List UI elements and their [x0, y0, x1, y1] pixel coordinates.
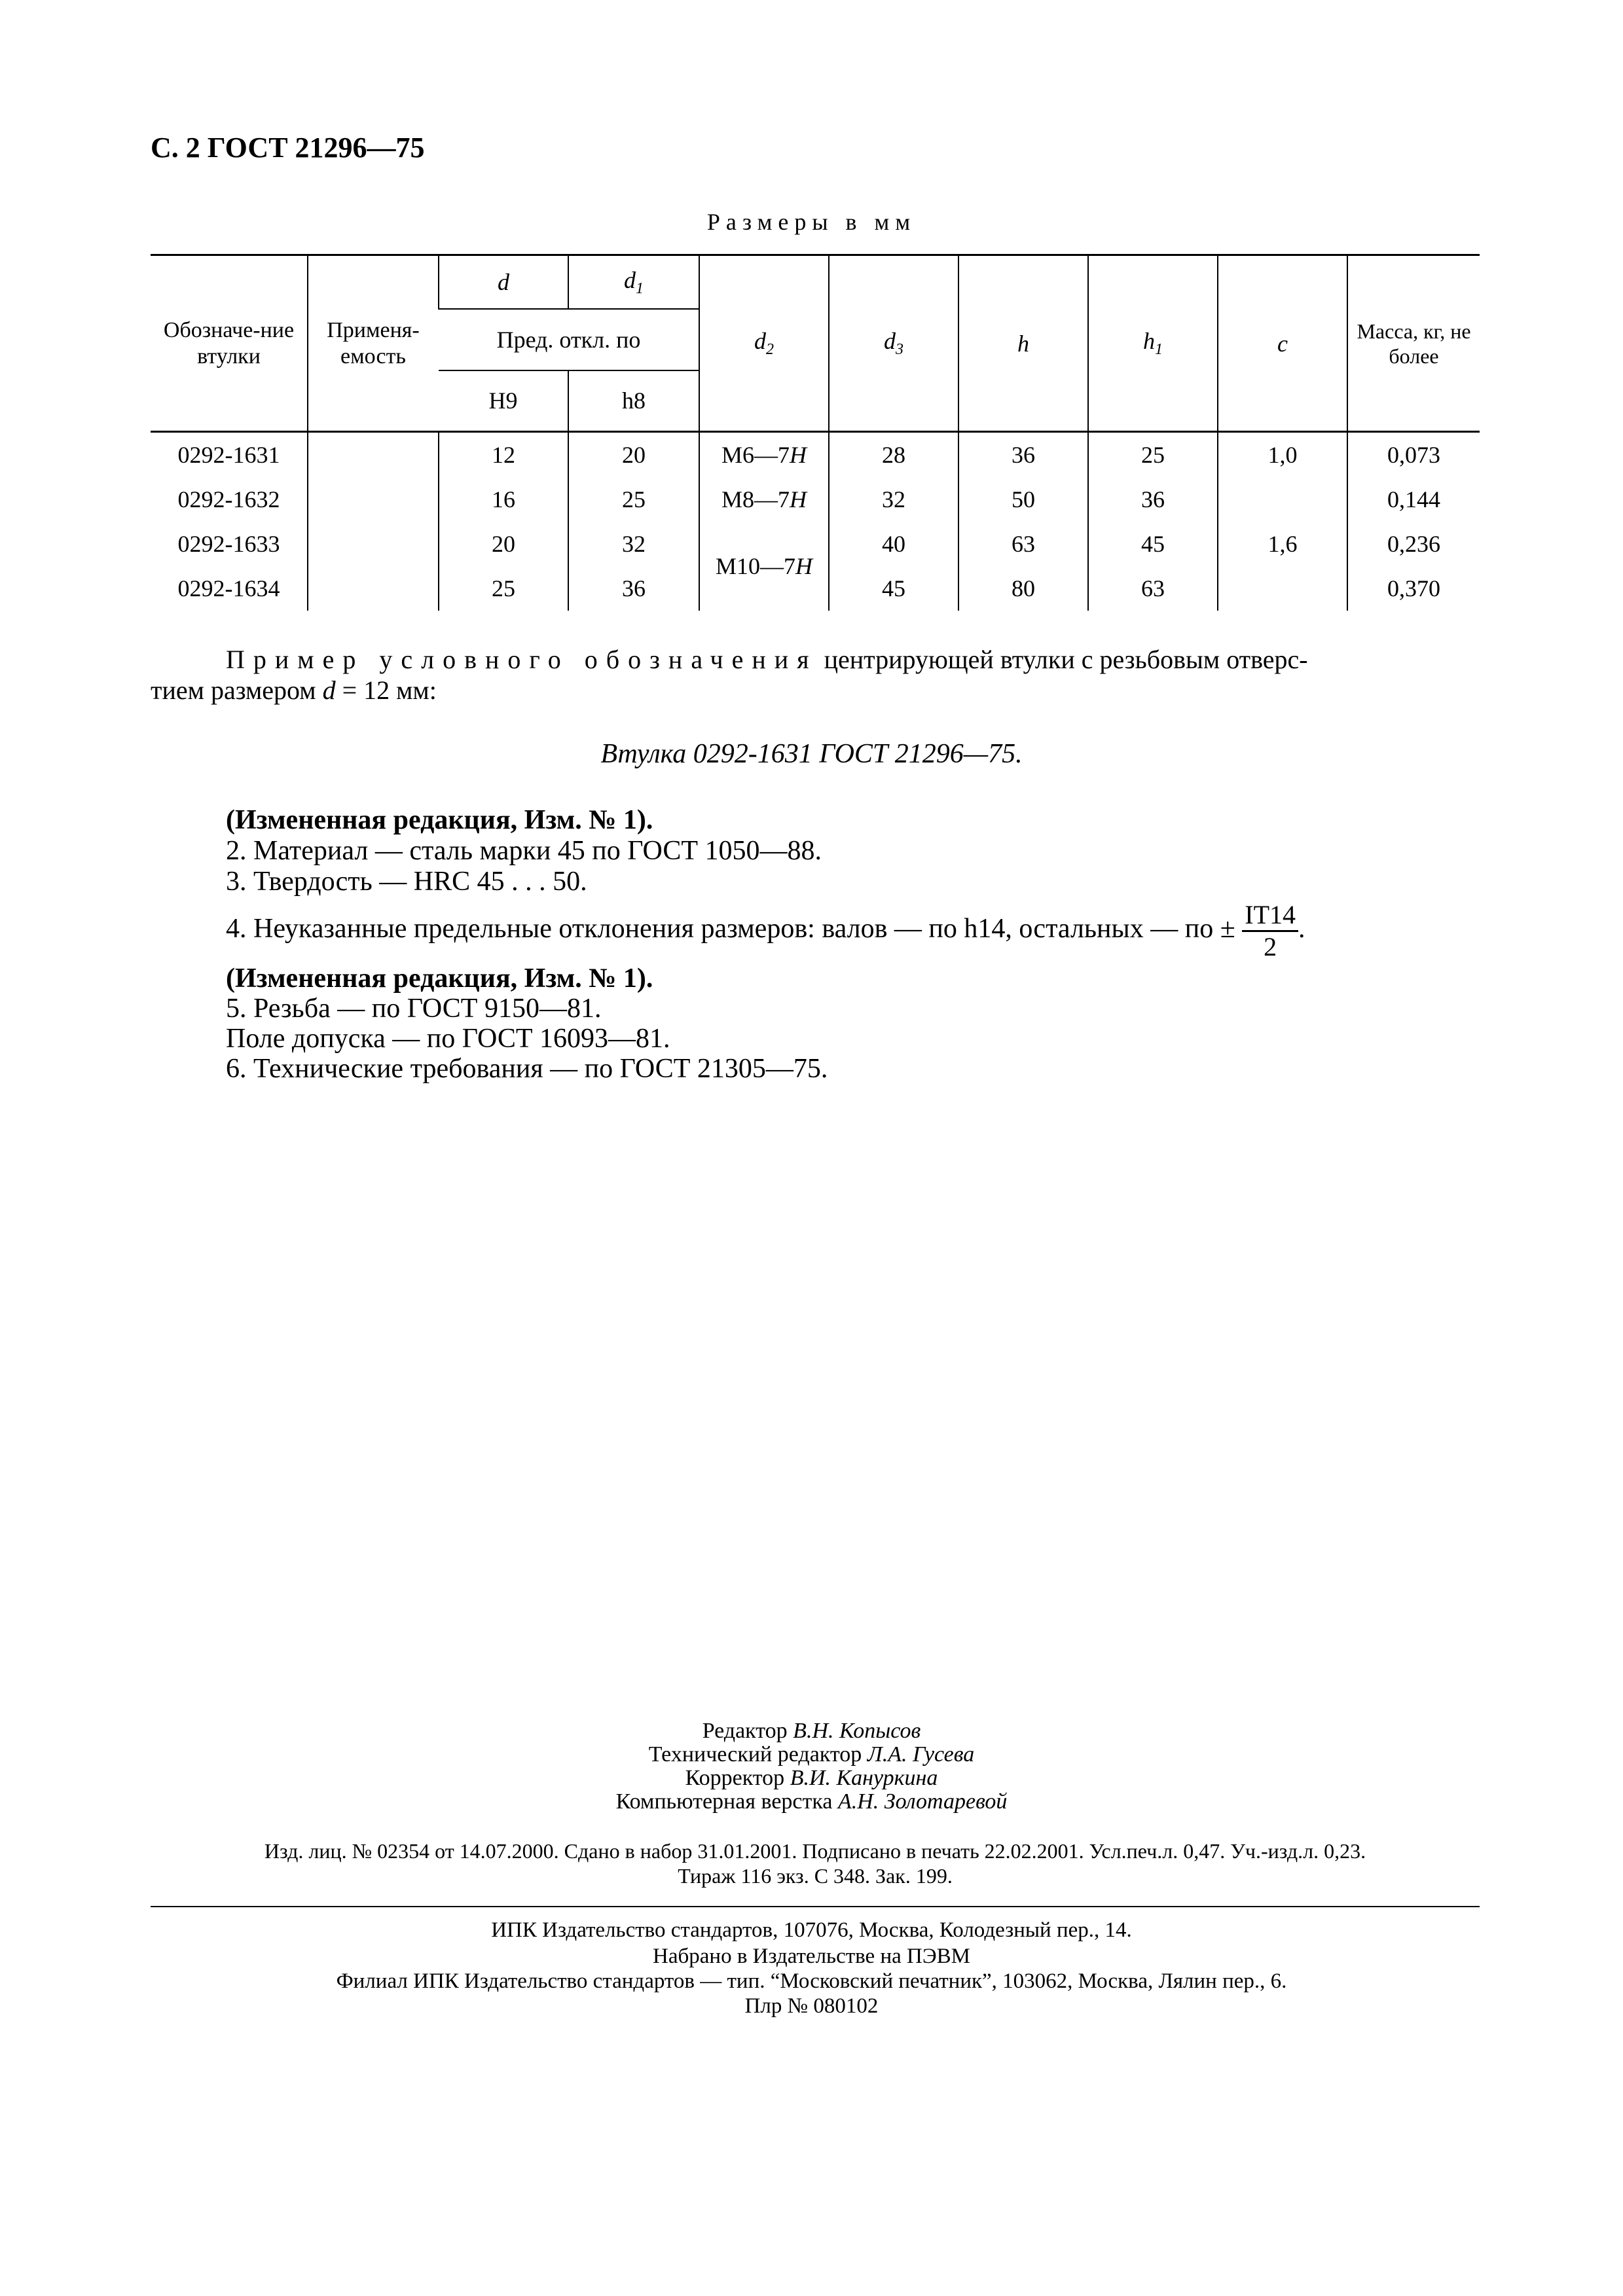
note-hardness: 3. Твердость — HRC 45 . . . 50. [226, 867, 587, 897]
header-designation: Обозначе-ние втулки [151, 255, 308, 432]
cell-designation: 0292-1633 [177, 531, 280, 557]
note-tolerance-field: Поле допуска — по ГОСТ 16093—81. [226, 1024, 670, 1054]
cell-designation: 0292-1634 [177, 575, 280, 601]
cell-h1: 25 [1088, 432, 1218, 478]
publisher-line-1: ИПК Издательство стандартов, 107076, Москва, Колодезный пер., 14. [491, 1918, 1132, 1942]
cell-d3: 28 [829, 432, 958, 478]
imprint-line-1: Изд. лиц. № 02354 от 14.07.2000. Сдано в набор 31.01.2001. Подписано в печать 22.02.2001. Усл.печ.л. 0,47. Уч.-изд.л. 0,23. [264, 1839, 1366, 1863]
cell-h1: 45 [1088, 522, 1218, 566]
cell-d1: 20 [568, 432, 699, 478]
cell-d3: 32 [829, 477, 958, 522]
cell-d: 20 [439, 522, 568, 566]
cell-h: 80 [958, 566, 1088, 611]
cell-mass: 0,236 [1347, 522, 1480, 566]
cell-applicability [308, 522, 439, 566]
cell-d2: М8—7H [699, 477, 829, 522]
cell-h1: 36 [1088, 477, 1218, 522]
credit-layout: Компьютерная верстка А.Н. Золотаревой [615, 1789, 1008, 1814]
cell-d3: 45 [829, 566, 958, 611]
divider [151, 1906, 1480, 1907]
cell-d: 25 [439, 566, 568, 611]
header-c: c [1218, 255, 1347, 432]
dimensions-table [151, 254, 1480, 611]
page-header: С. 2 ГОСТ 21296—75 [151, 132, 425, 164]
header-tolerance: Пред. откл. по [439, 309, 699, 370]
cell-d1: 36 [568, 566, 699, 611]
cell-d: 16 [439, 477, 568, 522]
cell-applicability [308, 477, 439, 522]
example-line-2: тием размером d = 12 мм: [151, 675, 437, 705]
note-technical-requirements: 6. Технические требования — по ГОСТ 21305—75. [226, 1054, 828, 1084]
cell-designation: 0292-1631 [177, 442, 280, 468]
cell-c-merged: 1,6 [1218, 477, 1347, 611]
cell-c: 1,0 [1218, 432, 1347, 478]
cell-d: 12 [439, 432, 568, 478]
fraction: $\frac{IT14}{2}$ [1242, 900, 1298, 962]
note-tolerances: 4. Неуказанные предельные отклонения размеров: валов — по h14, остальных — по ± $\frac{IT14}{2}$ . [226, 900, 1305, 961]
example-spaced-heading: Пример условного обозначения [226, 645, 818, 674]
imprint-line-2: Тираж 116 экз. С 348. Зак. 199. [678, 1864, 953, 1888]
revision-note: (Измененная редакция, Изм. № 1). [226, 805, 653, 835]
header-h1: $h_1$ [1088, 255, 1218, 432]
table-row [151, 432, 1480, 478]
header-applicability: Применя-емость [308, 255, 439, 432]
cell-d3: 40 [829, 522, 958, 566]
header-h: h [958, 255, 1088, 432]
publisher-line-3: Филиал ИПК Издательство стандартов — тип. “Московский печатник”, 103062, Москва, Лялин пер., 6. [336, 1969, 1287, 1993]
header-d-tolerance: H9 [439, 370, 568, 432]
credit-proofreader: Корректор В.И. Кануркина [685, 1766, 938, 1790]
cell-mass: 0,073 [1347, 432, 1480, 478]
cell-mass: 0,370 [1347, 566, 1480, 611]
credit-editor: Редактор В.Н. Копысов [702, 1719, 921, 1743]
cell-applicability [308, 566, 439, 611]
cell-designation: 0292-1632 [177, 486, 280, 512]
table-caption: Размеры в мм [706, 209, 917, 235]
cell-d1: 25 [568, 477, 699, 522]
note-material: 2. Материал — сталь марки 45 по ГОСТ 1050—88. [226, 836, 822, 866]
revision-note: (Измененная редакция, Изм. № 1). [226, 963, 653, 994]
note-thread: 5. Резьба — по ГОСТ 9150—81. [226, 994, 602, 1024]
header-d2: $d_2$ [699, 255, 829, 432]
table-row [151, 477, 1480, 522]
publisher-line-4: Плр № 080102 [744, 1994, 879, 2018]
publisher-line-2: Набрано в Издательстве на ПЭВМ [653, 1945, 970, 1968]
cell-h: 50 [958, 477, 1088, 522]
cell-d2-merged: М10—7H [699, 522, 829, 611]
cell-d1: 32 [568, 522, 699, 566]
header-mass: Масса, кг, не более [1347, 255, 1480, 432]
cell-h: 63 [958, 522, 1088, 566]
header-d1-tolerance: h8 [568, 370, 699, 432]
cell-applicability [308, 432, 439, 478]
example-designation: Втулка 0292-1631 ГОСТ 21296—75. [600, 739, 1023, 769]
header-d1: $d_1$ [568, 255, 699, 309]
header-d: d [439, 255, 568, 309]
cell-h1: 63 [1088, 566, 1218, 611]
cell-mass: 0,144 [1347, 477, 1480, 522]
cell-d2: М6—7H [699, 432, 829, 478]
example-paragraph [226, 645, 1480, 675]
cell-h: 36 [958, 432, 1088, 478]
example-text: центрирующей втулки с резьбовым отверс- [824, 645, 1308, 674]
credit-tech-editor: Технический редактор Л.А. Гусева [648, 1742, 975, 1767]
header-d3: $d_3$ [829, 255, 958, 432]
